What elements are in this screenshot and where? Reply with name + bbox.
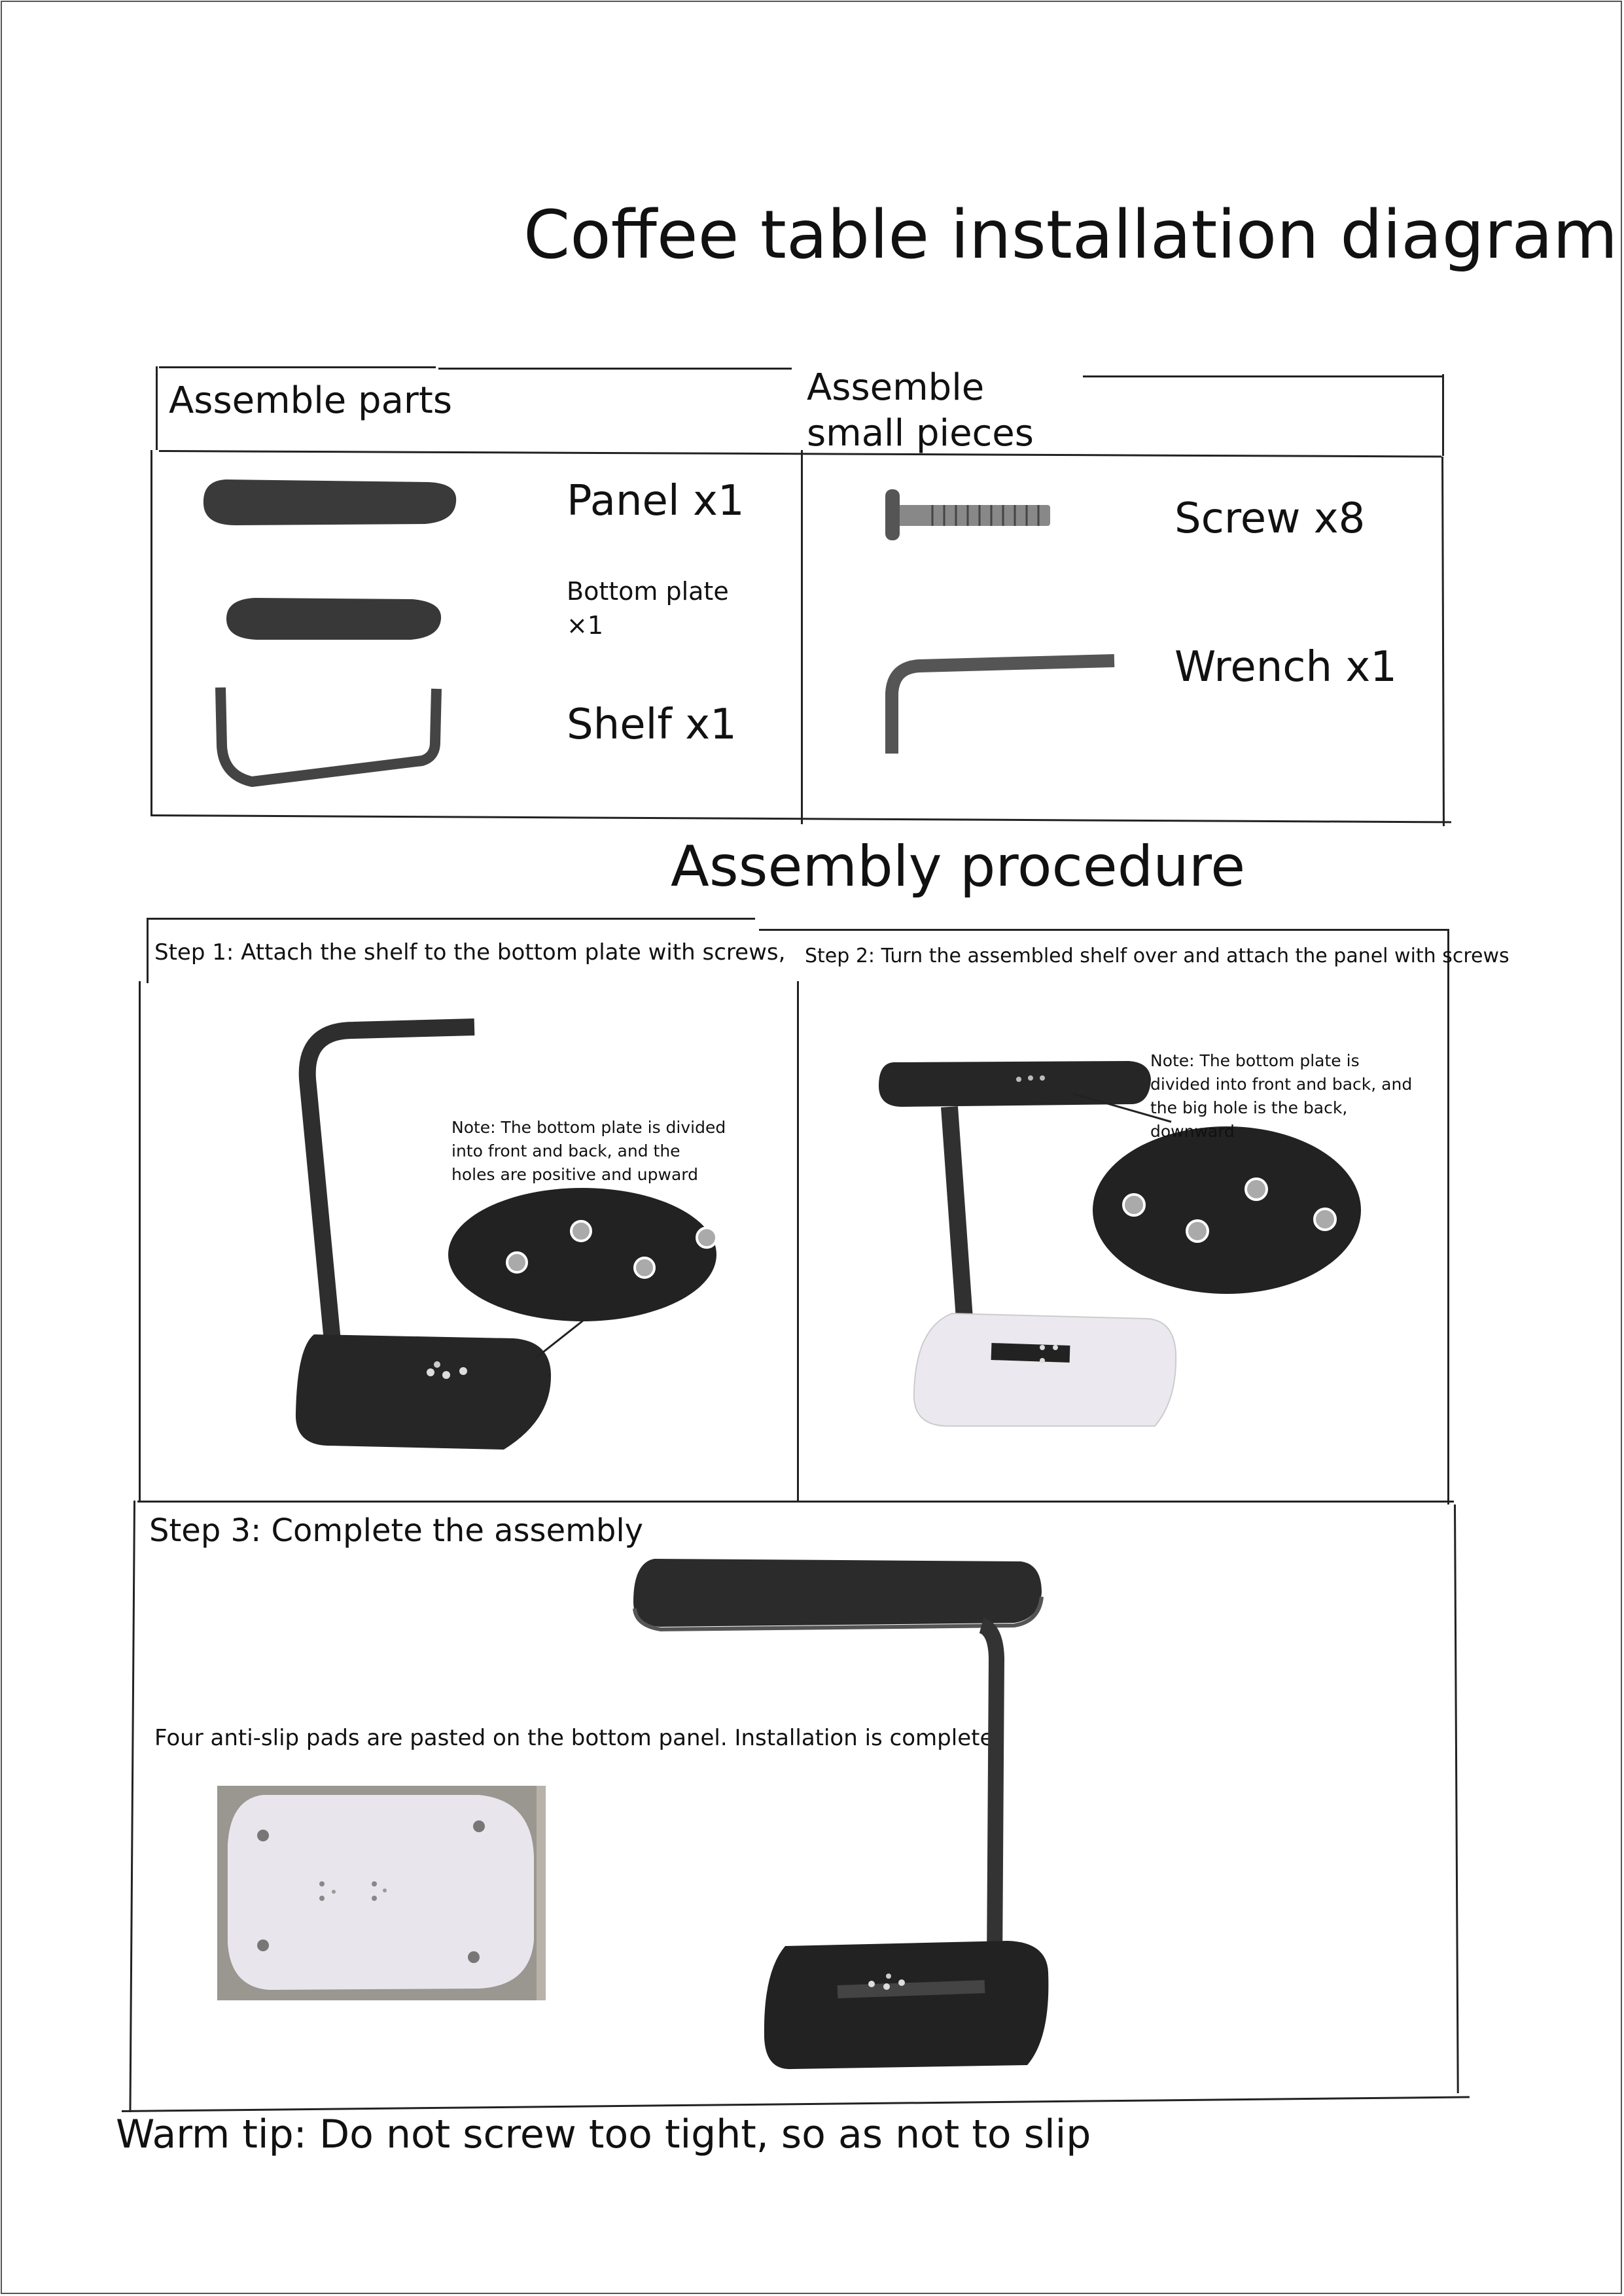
- table-border: [156, 366, 158, 450]
- wrench-icon: [880, 654, 1122, 759]
- table-border: [150, 450, 152, 815]
- procedure-border: [139, 981, 141, 1501]
- table-border: [1442, 374, 1444, 456]
- table-border: [801, 450, 803, 824]
- completed-table-illustration: [628, 1554, 1060, 2077]
- screw-label: Screw x8: [1174, 495, 1366, 543]
- assemble-parts-header: Assemble parts: [169, 379, 453, 422]
- step2-label: Step 2: Turn the assembled shelf over and attach the panel with screws: [805, 945, 1509, 967]
- panel-icon: [200, 476, 461, 529]
- bottom-plate-label: Bottom plate ×1: [567, 577, 729, 640]
- procedure-border: [137, 1501, 1454, 1503]
- warm-tip: Warm tip: Do not screw too tight, so as not to slip: [116, 2112, 1091, 2157]
- panel-label: Panel x1: [567, 477, 745, 525]
- wrench-label: Wrench x1: [1174, 643, 1397, 691]
- shelf-icon: [213, 684, 448, 788]
- table-border: [159, 366, 436, 368]
- step1-note: Note: The bottom plate is divided into front and back, and the holes are positive and upward: [451, 1118, 726, 1184]
- step1-label: Step 1: Attach the shelf to the bottom plate with screws,: [154, 939, 786, 965]
- shelf-label: Shelf x1: [567, 701, 737, 749]
- procedure-border: [759, 929, 1449, 931]
- step2-note: Note: The bottom plate is divided into front and back, and the big hole is the back, downward: [1150, 1051, 1413, 1141]
- table-border: [438, 368, 792, 370]
- step1-illustration: [288, 994, 746, 1452]
- step3-note: Four anti-slip pads are pasted on the bottom panel. Installation is complete: [154, 1725, 994, 1751]
- assembly-procedure-title: Assembly procedure: [671, 834, 1246, 899]
- assemble-small-pieces-header: Assemble small pieces: [807, 366, 1034, 455]
- procedure-border: [1447, 929, 1449, 1505]
- procedure-border: [147, 918, 755, 920]
- anti-slip-pads-photo: [217, 1786, 546, 2000]
- screw-icon: [880, 484, 1057, 543]
- bottom-plate-icon: [222, 595, 445, 642]
- page-title: Coffee table installation diagram: [523, 196, 1618, 274]
- step3-label: Step 3: Complete the assembly: [149, 1512, 644, 1549]
- procedure-border: [147, 918, 149, 983]
- table-border: [1083, 375, 1443, 377]
- procedure-border: [797, 981, 799, 1501]
